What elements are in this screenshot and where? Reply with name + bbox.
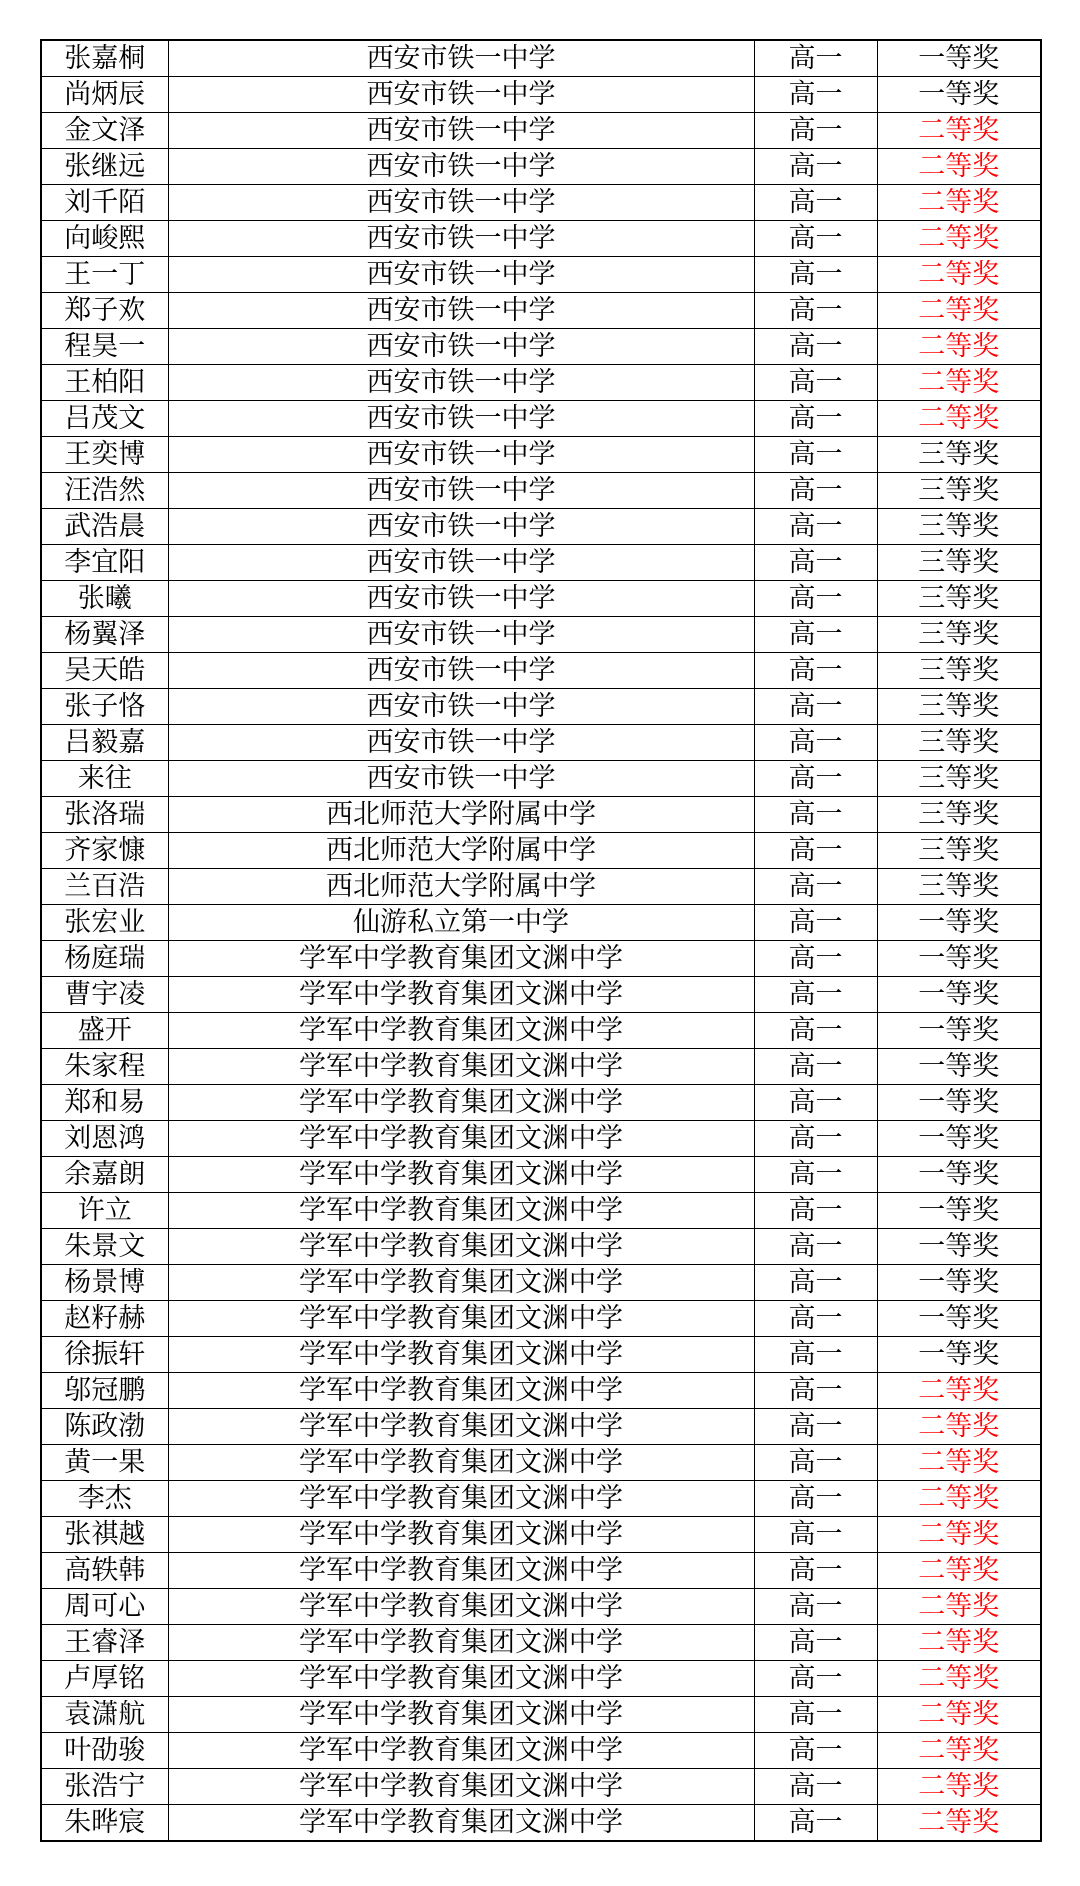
- school-cell: 学军中学教育集团文渊中学: [168, 1553, 754, 1589]
- award-cell: 一等奖: [877, 977, 1041, 1013]
- grade-cell: 高一: [754, 1589, 877, 1625]
- school-cell: 西安市铁一中学: [168, 257, 754, 293]
- table-row: [41, 725, 1041, 761]
- table-row: [41, 1409, 1041, 1445]
- name-cell: 张宏业: [41, 905, 168, 941]
- name-cell: 黄一果: [41, 1445, 168, 1481]
- name-cell: 张子恪: [41, 689, 168, 725]
- name-cell: 张洛瑞: [41, 797, 168, 833]
- school-cell: 西安市铁一中学: [168, 509, 754, 545]
- name-cell: 吕毅嘉: [41, 725, 168, 761]
- name-cell: 曹宇凌: [41, 977, 168, 1013]
- school-cell: 西安市铁一中学: [168, 581, 754, 617]
- grade-cell: 高一: [754, 1193, 877, 1229]
- name-cell: 吴天皓: [41, 653, 168, 689]
- award-cell: 一等奖: [877, 40, 1041, 77]
- award-cell: 一等奖: [877, 1229, 1041, 1265]
- name-cell: 来往: [41, 761, 168, 797]
- award-cell: 一等奖: [877, 1193, 1041, 1229]
- grade-cell: 高一: [754, 797, 877, 833]
- table-row: [41, 149, 1041, 185]
- table-row: [41, 905, 1041, 941]
- grade-cell: 高一: [754, 725, 877, 761]
- table-row: [41, 869, 1041, 905]
- award-cell: 二等奖: [877, 329, 1041, 365]
- table-row: [41, 77, 1041, 113]
- grade-cell: 高一: [754, 1445, 877, 1481]
- award-cell: 二等奖: [877, 1481, 1041, 1517]
- table-row: [41, 941, 1041, 977]
- award-cell: 二等奖: [877, 1373, 1041, 1409]
- grade-cell: 高一: [754, 1805, 877, 1842]
- grade-cell: 高一: [754, 869, 877, 905]
- award-cell: 二等奖: [877, 365, 1041, 401]
- grade-cell: 高一: [754, 1013, 877, 1049]
- table-row: [41, 437, 1041, 473]
- name-cell: 高轶韩: [41, 1553, 168, 1589]
- grade-cell: 高一: [754, 1301, 877, 1337]
- grade-cell: 高一: [754, 1085, 877, 1121]
- school-cell: 学军中学教育集团文渊中学: [168, 1193, 754, 1229]
- grade-cell: 高一: [754, 365, 877, 401]
- grade-cell: 高一: [754, 509, 877, 545]
- name-cell: 杨庭瑞: [41, 941, 168, 977]
- name-cell: 兰百浩: [41, 869, 168, 905]
- table-row: [41, 797, 1041, 833]
- school-cell: 西北师范大学附属中学: [168, 869, 754, 905]
- school-cell: 学军中学教育集团文渊中学: [168, 1733, 754, 1769]
- grade-cell: 高一: [754, 1337, 877, 1373]
- school-cell: 西安市铁一中学: [168, 689, 754, 725]
- table-row: [41, 1229, 1041, 1265]
- school-cell: 学军中学教育集团文渊中学: [168, 977, 754, 1013]
- school-cell: 学军中学教育集团文渊中学: [168, 1625, 754, 1661]
- name-cell: 王睿泽: [41, 1625, 168, 1661]
- award-cell: 二等奖: [877, 293, 1041, 329]
- award-cell: 二等奖: [877, 1805, 1041, 1842]
- table-row: [41, 1733, 1041, 1769]
- award-cell: 一等奖: [877, 1301, 1041, 1337]
- grade-cell: 高一: [754, 257, 877, 293]
- school-cell: 西安市铁一中学: [168, 653, 754, 689]
- award-cell: 二等奖: [877, 1517, 1041, 1553]
- award-cell: 二等奖: [877, 1589, 1041, 1625]
- name-cell: 张嘉桐: [41, 40, 168, 77]
- school-cell: 学军中学教育集团文渊中学: [168, 1805, 754, 1842]
- grade-cell: 高一: [754, 941, 877, 977]
- grade-cell: 高一: [754, 545, 877, 581]
- school-cell: 学军中学教育集团文渊中学: [168, 1229, 754, 1265]
- name-cell: 周可心: [41, 1589, 168, 1625]
- school-cell: 学军中学教育集团文渊中学: [168, 1337, 754, 1373]
- grade-cell: 高一: [754, 329, 877, 365]
- name-cell: 汪浩然: [41, 473, 168, 509]
- award-cell: 一等奖: [877, 1121, 1041, 1157]
- award-cell: 二等奖: [877, 1553, 1041, 1589]
- name-cell: 武浩晨: [41, 509, 168, 545]
- table-row: [41, 1085, 1041, 1121]
- name-cell: 李宜阳: [41, 545, 168, 581]
- table-row: [41, 617, 1041, 653]
- name-cell: 朱家程: [41, 1049, 168, 1085]
- table-row: [41, 113, 1041, 149]
- award-cell: 二等奖: [877, 1409, 1041, 1445]
- grade-cell: 高一: [754, 1049, 877, 1085]
- table-row: [41, 1625, 1041, 1661]
- award-cell: 二等奖: [877, 1697, 1041, 1733]
- name-cell: 许立: [41, 1193, 168, 1229]
- school-cell: 西安市铁一中学: [168, 185, 754, 221]
- name-cell: 卢厚铭: [41, 1661, 168, 1697]
- grade-cell: 高一: [754, 1229, 877, 1265]
- grade-cell: 高一: [754, 221, 877, 257]
- grade-cell: 高一: [754, 581, 877, 617]
- name-cell: 赵籽赫: [41, 1301, 168, 1337]
- table-row: [41, 689, 1041, 725]
- award-cell: 二等奖: [877, 257, 1041, 293]
- award-cell: 二等奖: [877, 1769, 1041, 1805]
- table-row: [41, 329, 1041, 365]
- award-cell: 一等奖: [877, 905, 1041, 941]
- table-row: [41, 545, 1041, 581]
- table-row: [41, 833, 1041, 869]
- table-row: [41, 185, 1041, 221]
- school-cell: 学军中学教育集团文渊中学: [168, 1769, 754, 1805]
- table-row: [41, 1265, 1041, 1301]
- award-cell: 一等奖: [877, 1337, 1041, 1373]
- school-cell: 学军中学教育集团文渊中学: [168, 1085, 754, 1121]
- school-cell: 学军中学教育集团文渊中学: [168, 941, 754, 977]
- grade-cell: 高一: [754, 1121, 877, 1157]
- grade-cell: 高一: [754, 1625, 877, 1661]
- name-cell: 李杰: [41, 1481, 168, 1517]
- award-cell: 二等奖: [877, 1445, 1041, 1481]
- grade-cell: 高一: [754, 401, 877, 437]
- award-cell: 二等奖: [877, 113, 1041, 149]
- name-cell: 张浩宁: [41, 1769, 168, 1805]
- table-row: [41, 1661, 1041, 1697]
- grade-cell: 高一: [754, 437, 877, 473]
- award-cell: 一等奖: [877, 1049, 1041, 1085]
- award-cell: 一等奖: [877, 941, 1041, 977]
- school-cell: 西安市铁一中学: [168, 725, 754, 761]
- school-cell: 西安市铁一中学: [168, 365, 754, 401]
- school-cell: 学军中学教育集团文渊中学: [168, 1013, 754, 1049]
- school-cell: 西安市铁一中学: [168, 401, 754, 437]
- grade-cell: 高一: [754, 689, 877, 725]
- grade-cell: 高一: [754, 185, 877, 221]
- grade-cell: 高一: [754, 40, 877, 77]
- award-cell: 二等奖: [877, 1733, 1041, 1769]
- award-cell: 二等奖: [877, 1625, 1041, 1661]
- table-row: [41, 1121, 1041, 1157]
- table-row: [41, 473, 1041, 509]
- school-cell: 学军中学教育集团文渊中学: [168, 1301, 754, 1337]
- school-cell: 学军中学教育集团文渊中学: [168, 1697, 754, 1733]
- school-cell: 学军中学教育集团文渊中学: [168, 1445, 754, 1481]
- name-cell: 徐振轩: [41, 1337, 168, 1373]
- table-row: [41, 1013, 1041, 1049]
- school-cell: 学军中学教育集团文渊中学: [168, 1265, 754, 1301]
- name-cell: 王奕博: [41, 437, 168, 473]
- name-cell: 张曦: [41, 581, 168, 617]
- name-cell: 金文泽: [41, 113, 168, 149]
- name-cell: 袁潇航: [41, 1697, 168, 1733]
- name-cell: 吕茂文: [41, 401, 168, 437]
- award-rows: [41, 40, 1041, 1841]
- school-cell: 学军中学教育集团文渊中学: [168, 1517, 754, 1553]
- name-cell: 齐家慷: [41, 833, 168, 869]
- table-row: [41, 221, 1041, 257]
- grade-cell: 高一: [754, 1733, 877, 1769]
- name-cell: 杨景博: [41, 1265, 168, 1301]
- school-cell: 西安市铁一中学: [168, 113, 754, 149]
- name-cell: 张祺越: [41, 1517, 168, 1553]
- grade-cell: 高一: [754, 833, 877, 869]
- name-cell: 王一丁: [41, 257, 168, 293]
- table-row: [41, 1481, 1041, 1517]
- table-row: [41, 1445, 1041, 1481]
- school-cell: 西北师范大学附属中学: [168, 797, 754, 833]
- name-cell: 程昊一: [41, 329, 168, 365]
- award-cell: 一等奖: [877, 1265, 1041, 1301]
- name-cell: 王柏阳: [41, 365, 168, 401]
- grade-cell: 高一: [754, 761, 877, 797]
- name-cell: 郑子欢: [41, 293, 168, 329]
- school-cell: 西北师范大学附属中学: [168, 833, 754, 869]
- school-cell: 学军中学教育集团文渊中学: [168, 1589, 754, 1625]
- grade-cell: 高一: [754, 653, 877, 689]
- grade-cell: 高一: [754, 473, 877, 509]
- table-row: [41, 1193, 1041, 1229]
- school-cell: 西安市铁一中学: [168, 77, 754, 113]
- award-cell: 三等奖: [877, 473, 1041, 509]
- table-row: [41, 761, 1041, 797]
- award-cell: 三等奖: [877, 869, 1041, 905]
- name-cell: 尚炳辰: [41, 77, 168, 113]
- table-row: [41, 977, 1041, 1013]
- grade-cell: 高一: [754, 617, 877, 653]
- table-row: [41, 40, 1041, 77]
- name-cell: 余嘉朗: [41, 1157, 168, 1193]
- name-cell: 朱晔宸: [41, 1805, 168, 1842]
- award-list-table: [40, 39, 1042, 1842]
- grade-cell: 高一: [754, 1481, 877, 1517]
- grade-cell: 高一: [754, 293, 877, 329]
- award-cell: 一等奖: [877, 1085, 1041, 1121]
- grade-cell: 高一: [754, 977, 877, 1013]
- award-cell: 二等奖: [877, 149, 1041, 185]
- school-cell: 学军中学教育集团文渊中学: [168, 1373, 754, 1409]
- grade-cell: 高一: [754, 149, 877, 185]
- award-cell: 二等奖: [877, 1661, 1041, 1697]
- table-row: [41, 1337, 1041, 1373]
- school-cell: 西安市铁一中学: [168, 437, 754, 473]
- award-cell: 一等奖: [877, 77, 1041, 113]
- school-cell: 西安市铁一中学: [168, 149, 754, 185]
- school-cell: 西安市铁一中学: [168, 221, 754, 257]
- table-row: [41, 293, 1041, 329]
- table-row: [41, 1049, 1041, 1085]
- grade-cell: 高一: [754, 1373, 877, 1409]
- grade-cell: 高一: [754, 1661, 877, 1697]
- grade-cell: 高一: [754, 905, 877, 941]
- table-row: [41, 365, 1041, 401]
- grade-cell: 高一: [754, 1769, 877, 1805]
- award-cell: 二等奖: [877, 221, 1041, 257]
- table-row: [41, 257, 1041, 293]
- table-row: [41, 509, 1041, 545]
- name-cell: 郑和易: [41, 1085, 168, 1121]
- award-cell: 一等奖: [877, 1157, 1041, 1193]
- award-cell: 三等奖: [877, 725, 1041, 761]
- name-cell: 陈政渤: [41, 1409, 168, 1445]
- table-row: [41, 1805, 1041, 1842]
- school-cell: 西安市铁一中学: [168, 293, 754, 329]
- school-cell: 学军中学教育集团文渊中学: [168, 1481, 754, 1517]
- grade-cell: 高一: [754, 1409, 877, 1445]
- grade-cell: 高一: [754, 1553, 877, 1589]
- school-cell: 西安市铁一中学: [168, 40, 754, 77]
- school-cell: 学军中学教育集团文渊中学: [168, 1121, 754, 1157]
- name-cell: 向峻熙: [41, 221, 168, 257]
- school-cell: 学军中学教育集团文渊中学: [168, 1157, 754, 1193]
- name-cell: 朱景文: [41, 1229, 168, 1265]
- award-cell: 三等奖: [877, 689, 1041, 725]
- table-row: [41, 1157, 1041, 1193]
- grade-cell: 高一: [754, 1697, 877, 1733]
- school-cell: 西安市铁一中学: [168, 329, 754, 365]
- table-row: [41, 581, 1041, 617]
- table-row: [41, 1553, 1041, 1589]
- award-cell: 二等奖: [877, 401, 1041, 437]
- school-cell: 仙游私立第一中学: [168, 905, 754, 941]
- award-cell: 三等奖: [877, 437, 1041, 473]
- name-cell: 盛开: [41, 1013, 168, 1049]
- school-cell: 学军中学教育集团文渊中学: [168, 1661, 754, 1697]
- table-row: [41, 1589, 1041, 1625]
- school-cell: 学军中学教育集团文渊中学: [168, 1049, 754, 1085]
- name-cell: 邬冠鹏: [41, 1373, 168, 1409]
- table-row: [41, 1301, 1041, 1337]
- name-cell: 刘千陌: [41, 185, 168, 221]
- table-row: [41, 401, 1041, 437]
- award-cell: 三等奖: [877, 545, 1041, 581]
- grade-cell: 高一: [754, 1517, 877, 1553]
- school-cell: 西安市铁一中学: [168, 473, 754, 509]
- table-row: [41, 1697, 1041, 1733]
- name-cell: 杨翼泽: [41, 617, 168, 653]
- school-cell: 学军中学教育集团文渊中学: [168, 1409, 754, 1445]
- school-cell: 西安市铁一中学: [168, 761, 754, 797]
- award-cell: 三等奖: [877, 617, 1041, 653]
- award-cell: 三等奖: [877, 509, 1041, 545]
- grade-cell: 高一: [754, 113, 877, 149]
- school-cell: 西安市铁一中学: [168, 617, 754, 653]
- table-row: [41, 1373, 1041, 1409]
- award-cell: 三等奖: [877, 653, 1041, 689]
- table-row: [41, 1769, 1041, 1805]
- table-row: [41, 1517, 1041, 1553]
- name-cell: 叶劭骏: [41, 1733, 168, 1769]
- award-cell: 三等奖: [877, 797, 1041, 833]
- grade-cell: 高一: [754, 1265, 877, 1301]
- award-cell: 三等奖: [877, 761, 1041, 797]
- grade-cell: 高一: [754, 77, 877, 113]
- table-row: [41, 653, 1041, 689]
- award-cell: 一等奖: [877, 1013, 1041, 1049]
- award-cell: 二等奖: [877, 185, 1041, 221]
- name-cell: 刘恩鸿: [41, 1121, 168, 1157]
- name-cell: 张继远: [41, 149, 168, 185]
- award-cell: 三等奖: [877, 581, 1041, 617]
- award-cell: 三等奖: [877, 833, 1041, 869]
- grade-cell: 高一: [754, 1157, 877, 1193]
- school-cell: 西安市铁一中学: [168, 545, 754, 581]
